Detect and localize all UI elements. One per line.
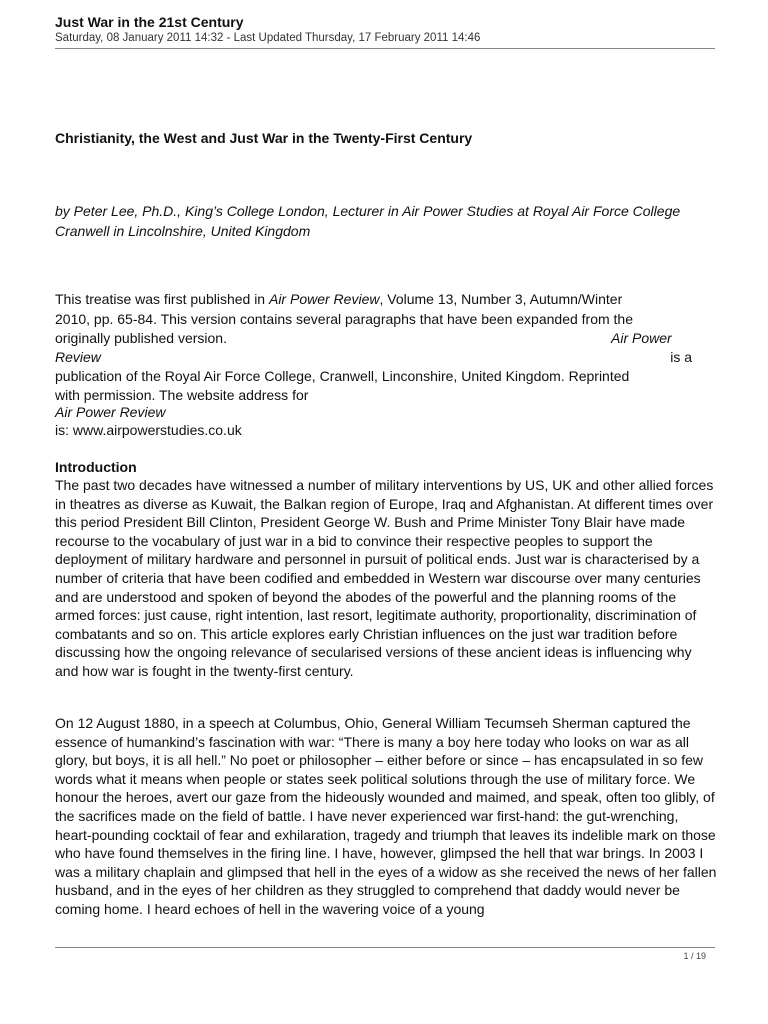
publication-line-1: This treatise was first published in Air Power Review, Volume 13, Number 3, Autumn/Winter [55,291,623,307]
publication-line-4-end: is a [670,349,692,365]
journal-name: Air Power [611,330,672,346]
article-title: Christianity, the West and Just War in the Twenty-First Century [55,130,473,146]
footer-divider [55,947,715,948]
header-dates: Saturday, 08 January 2011 14:32 - Last Updated Thursday, 17 February 2011 14:46 [55,32,481,44]
section-heading-introduction: Introduction [55,459,137,475]
publication-line-3: originally published version. [55,330,227,346]
intro-paragraph-2: On 12 August 1880, in a speech at Columbus, Ohio, General William Tecumseh Sherman captured the essence of humankind’s fascination with war: “There is many a boy here today who looks on war as all glory, but boys, it is all hell.” No poet or philosopher – either before or since – has encapsulated in so few words what it means when people or states seek political solutions through the use of military force. We honour the heroes, avert our gaze from the hideously wounded and maimed, and speak, often too glibly, of the sacrifices made on the field of battle. I have never experienced war first-hand: the gut-wrenching, heart-pounding cocktail of fear and exhilaration, tragedy and triumph that leaves its indelible mark on those who have found themselves in the firing line. I have, however, glimpsed the hell that war brings. In 2003 I was a military chaplain and glimpsed that hell in the eyes of a widow as she received the news of her fallen husband, and in the eyes of her children as they struggled to comprehend that daddy would never be coming home. I heard echoes of hell in the wavering voice of a young [55,715,717,917]
publication-line-2: 2010, pp. 65-84. This version contains several paragraphs that have been expanded from the [55,310,634,327]
journal-name: Air Power Review [268,291,380,307]
author-byline: by Peter Lee, Ph.D., King’s College London, Lecturer in Air Power Studies at Royal Air Force College Cranwell in Lincolnshire, United Kingdom [55,203,681,239]
publication-line-6: with permission. The website address for [55,387,309,403]
journal-name: Air Power Review [55,404,166,420]
page-number: 1 / 19 [683,951,706,961]
intro-paragraph-1: The past two decades have witnessed a number of military interventions by US, UK and other allied forces in theatres as diverse as Kuwait, the Balkan region of Europe, Iraq and Afghanistan. At different times over this period President Bill Clinton, President George W. Bush and Prime Minister Tony Blair have made recourse to the vocabulary of just war in a bid to convince their respective peoples to support the deployment of military hardware and personnel in pursuit of political ends. Just war is characterised by a number of criteria that have been codified and embedded in Western war discourse over many centuries and are understood and spoken of beyond the abodes of the powerful and the planning rooms of the armed forces: just cause, right intention, last resort, legitimate authority, proportionality, discrimination of combatants and so on. This article explores early Christian influences on the just war tradition before discussing how the ongoing relevance of secularised versions of these ancient ideas is influencing why and how war is fought in the twenty-first century. [55,477,714,679]
header-title: Just War in the 21st Century [55,14,244,30]
journal-name: Review [55,349,101,365]
header-divider [55,48,715,49]
website-line: is: www.airpowerstudies.co.uk [55,422,242,438]
publication-line-5: publication of the Royal Air Force College, Cranwell, Linconshire, United Kingdom. Reprinted [55,368,630,384]
